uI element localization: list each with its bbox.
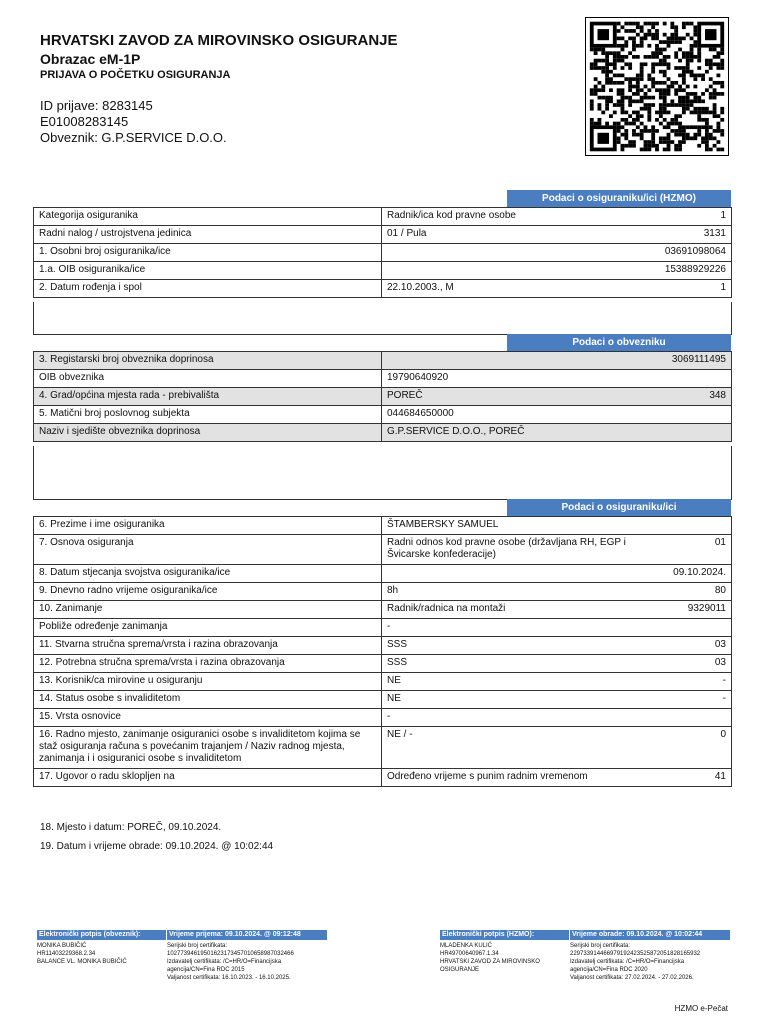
- row-label: 9. Dnevno radno vrijeme osiguranika/ice: [34, 583, 382, 601]
- row-value: NE / -: [382, 727, 633, 769]
- row-code: -: [632, 691, 732, 709]
- row-code: [632, 709, 732, 727]
- row-value: [382, 244, 633, 262]
- table-row: [34, 637, 732, 655]
- place-date: 18. Mjesto i datum: POREČ, 09.10.2024.: [40, 822, 222, 833]
- row-value: 22.10.2003., M: [382, 280, 633, 298]
- row-code: 9329011: [632, 601, 732, 619]
- row-code: 03: [632, 655, 732, 673]
- section-header-hzmo: Podaci o osiguraniku/ici (HZMO): [507, 190, 731, 207]
- signer-name: MLADENKA KULIĆ: [440, 943, 493, 949]
- row-label: OIB obveznika: [34, 370, 382, 388]
- signer-role: BALANCE VL. MONIKA BUBIČIĆ: [37, 959, 127, 965]
- signer-role: HRVATSKI ZAVOD ZA MIROVINSKO OSIGURANJE: [440, 959, 540, 973]
- row-value: SSS: [382, 655, 633, 673]
- row-code: [632, 619, 732, 637]
- table-row: [34, 208, 732, 226]
- table-row: [34, 691, 732, 709]
- row-code: 03691098064: [632, 244, 732, 262]
- table-row: [34, 673, 732, 691]
- form-name: Obrazac eM-1P: [40, 51, 141, 67]
- table-row: [34, 709, 732, 727]
- signer-name: MONIKA BUBIČIĆ: [37, 943, 87, 949]
- obveznik-table: [33, 351, 732, 442]
- row-code: [632, 370, 732, 388]
- table-row: [34, 226, 732, 244]
- signature-details: MLADENKA KULIĆ HR49700640967.1.34 HRVATSKI ZAVOD ZA MIROVINSKO OSIGURANJE Serijski broj certifikata: 229733914466979192423525872051828165932 Izdavatelj certifikata: /C=HR/O=Financijska agencija/CN=Fina RDC 2020 Valjanost certifikata: 27.02.2024. - 27.02.2026.: [440, 943, 701, 981]
- section-header-osiguranik: Podaci o osiguraniku/ici: [507, 499, 731, 516]
- table-row: [34, 583, 732, 601]
- table-row: [34, 244, 732, 262]
- institution-name: HRVATSKI ZAVOD ZA MIROVINSKO OSIGURANJE: [40, 32, 398, 49]
- table-row: [34, 388, 732, 406]
- row-label: 10. Zanimanje: [34, 601, 382, 619]
- row-code: 15388929226: [632, 262, 732, 280]
- signature-obveznik: [37, 930, 327, 982]
- id-block: [40, 98, 227, 146]
- row-label: 5. Matični broj poslovnog subjekta: [34, 406, 382, 424]
- footer-info: [40, 818, 273, 856]
- row-label: 13. Korisnik/ca mirovine u osiguranju: [34, 673, 382, 691]
- row-value: Određeno vrijeme s punim radnim vremenom: [382, 769, 633, 787]
- row-value: [382, 262, 633, 280]
- row-label: 12. Potrebna stručna sprema/vrsta i razina obrazovanja: [34, 655, 382, 673]
- table-row: [34, 565, 732, 583]
- table-row: [34, 517, 732, 535]
- form-subtitle: PRIJAVA O POČETKU OSIGURANJA: [40, 69, 231, 81]
- row-code: 80: [632, 583, 732, 601]
- row-code: [632, 424, 732, 442]
- signer-id: HR49700640967.1.34: [440, 951, 499, 957]
- row-value: Radnik/radnica na montaži: [382, 601, 633, 619]
- table-row: [34, 262, 732, 280]
- row-label: 1. Osobni broj osiguranika/ice: [34, 244, 382, 262]
- row-value: 19790640920: [382, 370, 633, 388]
- row-value: POREČ: [382, 388, 633, 406]
- row-label: 1.a. OIB osiguranika/ice: [34, 262, 382, 280]
- row-label: 17. Ugovor o radu sklopljen na: [34, 769, 382, 787]
- processing-time: 19. Datum i vrijeme obrade: 09.10.2024. @ 10:02:44: [40, 841, 274, 852]
- row-code: 03: [632, 637, 732, 655]
- table-row: [34, 727, 732, 769]
- row-code: [632, 517, 732, 535]
- row-label: 7. Osnova osiguranja: [34, 535, 382, 565]
- row-code: 1: [632, 208, 732, 226]
- row-code: 0: [632, 727, 732, 769]
- row-value: -: [382, 619, 633, 637]
- row-label: Radni nalog / ustrojstvena jedinica: [34, 226, 382, 244]
- obveznik-name: Obveznik: G.P.SERVICE D.O.O.: [40, 130, 227, 145]
- qr-code-icon: [585, 17, 729, 156]
- insured-table: [33, 516, 732, 787]
- row-value: 044684650000: [382, 406, 633, 424]
- spacer-2: [33, 446, 732, 500]
- document-header: [40, 32, 398, 82]
- row-label: 2. Datum rođenja i spol: [34, 280, 382, 298]
- row-label: 3. Registarski broj obveznika doprinosa: [34, 352, 382, 370]
- row-value: NE: [382, 673, 633, 691]
- row-code: [632, 406, 732, 424]
- e-stamp: HZMO e-Pečat: [674, 1004, 728, 1013]
- table-row: [34, 352, 732, 370]
- row-value: NE: [382, 691, 633, 709]
- row-code: 348: [632, 388, 732, 406]
- row-value: [382, 352, 633, 370]
- row-label: Naziv i sjedište obveznika doprinosa: [34, 424, 382, 442]
- row-label: 11. Stvarna stručna sprema/vrsta i razina obrazovanja: [34, 637, 382, 655]
- row-label: 8. Datum stjecanja svojstva osiguranika/ice: [34, 565, 382, 583]
- row-label: 15. Vrsta osnovice: [34, 709, 382, 727]
- row-value: SSS: [382, 637, 633, 655]
- row-code: 1: [632, 280, 732, 298]
- table-row: [34, 406, 732, 424]
- section-header-obveznik: Podaci o obvezniku: [507, 334, 731, 351]
- row-value: 8h: [382, 583, 633, 601]
- row-label: Pobliže određenje zanimanja: [34, 619, 382, 637]
- table-row: [34, 619, 732, 637]
- row-code: 3069111495: [632, 352, 732, 370]
- signer-id: HR11403229368.2.34: [37, 951, 96, 957]
- table-row: [34, 370, 732, 388]
- row-code: 41: [632, 769, 732, 787]
- row-value: -: [382, 709, 633, 727]
- row-label: 16. Radno mjesto, zanimanje osiguranici osobe s invaliditetom kojima se staž osiguranja računa s povećanim trajanjem / Naziv radnog mjesta, zanimanja i i osiguranici osobe s invaliditetom: [34, 727, 382, 769]
- row-value: ŠTAMBERSKY SAMUEL: [382, 517, 633, 535]
- signature-bar: Elektronički potpis (obveznik): Vrijeme prijema: 09.10.2024. @ 09:12:48: [37, 930, 327, 940]
- table-row: [34, 280, 732, 298]
- signature-details: MONIKA BUBIČIĆ HR11403229368.2.34 BALANCE VL. MONIKA BUBIČIĆ Serijski broj certifikata: 10277394619501623173457010658987032466 Izdavatelj certifikata: /C=HR/O=Financijska agencija/CN=Fina RDC 2015 Valjanost certifikata: 16.10.2023. - 16.10.2025.: [37, 943, 294, 981]
- row-value: 01 / Pula: [382, 226, 633, 244]
- row-value: [382, 565, 633, 583]
- submission-code: E01008283145: [40, 114, 129, 129]
- row-label: 6. Prezime i ime osiguranika: [34, 517, 382, 535]
- row-code: -: [632, 673, 732, 691]
- row-value: Radnik/ica kod pravne osobe: [382, 208, 633, 226]
- row-code: 01: [632, 535, 732, 565]
- spacer-1: [33, 302, 732, 335]
- table-row: [34, 655, 732, 673]
- id-prijave: ID prijave: 8283145: [40, 98, 153, 113]
- row-value: G.P.SERVICE D.O.O., POREČ: [382, 424, 633, 442]
- row-label: 14. Status osobe s invaliditetom: [34, 691, 382, 709]
- table-row: [34, 601, 732, 619]
- row-label: Kategorija osiguranika: [34, 208, 382, 226]
- row-code: 3131: [632, 226, 732, 244]
- table-row: [34, 535, 732, 565]
- table-row: [34, 769, 732, 787]
- signature-hzmo: [440, 930, 730, 982]
- table-row: [34, 424, 732, 442]
- row-label: 4. Grad/općina mjesta rada - prebivališta: [34, 388, 382, 406]
- row-value: Radni odnos kod pravne osobe (državljana RH, EGP i Švicarske konfederacije): [382, 535, 633, 565]
- signature-bar: Elektronički potpis (HZMO): Vrijeme obrade: 09.10.2024. @ 10:02:44: [440, 930, 730, 940]
- row-code: 09.10.2024.: [632, 565, 732, 583]
- insured-hzmo-table: [33, 207, 732, 298]
